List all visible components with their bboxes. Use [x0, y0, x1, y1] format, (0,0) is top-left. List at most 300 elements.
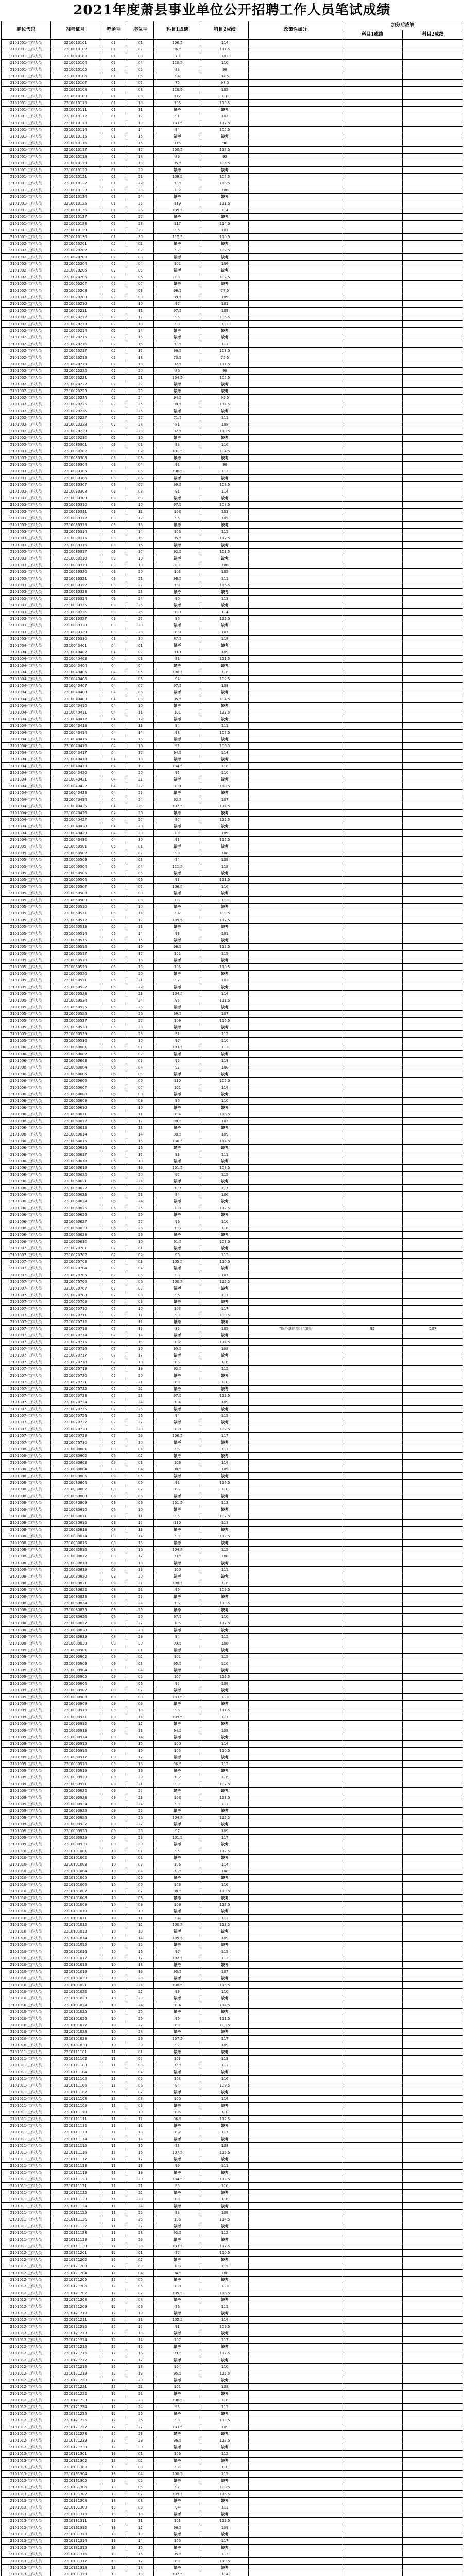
cell-after-subject1	[342, 1714, 403, 1721]
cell-position-code: 2101010-工作人员	[2, 1982, 51, 1989]
cell-exam-no: 2210101024	[51, 2002, 100, 2009]
cell-policy-bonus	[249, 1995, 342, 2002]
cell-subject2: 110	[201, 2183, 249, 2190]
cell-after-subject1	[342, 924, 403, 930]
cell-subject2: 109	[201, 649, 249, 656]
cell-room: 09	[100, 1841, 127, 1848]
cell-subject2: 缺考	[201, 2391, 249, 2397]
cell-subject2: 118.5	[201, 783, 249, 790]
cell-subject1: 96	[154, 227, 201, 234]
cell-after-subject2	[403, 1982, 463, 1989]
cell-position-code: 2101004-工作人员	[2, 676, 51, 683]
cell-after-subject2	[403, 837, 463, 843]
cell-after-subject1	[342, 93, 403, 100]
cell-after-subject2	[403, 1654, 463, 1660]
cell-policy-bonus	[249, 2109, 342, 2116]
cell-exam-no: 2210040419	[51, 763, 100, 770]
cell-exam-no: 2210101027	[51, 2022, 100, 2029]
cell-after-subject1	[342, 575, 403, 582]
table-row	[2, 462, 463, 468]
cell-policy-bonus	[249, 187, 342, 194]
cell-subject2: 缺考	[201, 589, 249, 596]
cell-after-subject1	[342, 756, 403, 763]
cell-subject1: 105	[154, 2109, 201, 2116]
table-row	[2, 2170, 463, 2176]
cell-subject2: 111	[201, 2404, 249, 2411]
table-row	[2, 549, 463, 555]
cell-exam-no: 2210020213	[51, 321, 100, 328]
cell-seat: 10	[127, 2109, 154, 2116]
cell-exam-no: 2210101016	[51, 1948, 100, 1955]
cell-seat: 29	[127, 2437, 154, 2444]
cell-subject2: 109	[201, 1399, 249, 1406]
table-row	[2, 267, 463, 274]
cell-room: 11	[100, 2129, 127, 2136]
cell-position-code: 2101011-工作人员	[2, 2183, 51, 2190]
cell-room: 09	[100, 1667, 127, 1674]
cell-subject2: 缺考	[201, 1928, 249, 1935]
cell-policy-bonus	[249, 120, 342, 127]
cell-subject2: 缺考	[201, 2297, 249, 2303]
cell-position-code: 2101011-工作人员	[2, 2123, 51, 2129]
table-row	[2, 2337, 463, 2344]
cell-after-subject2	[403, 2257, 463, 2263]
cell-policy-bonus	[249, 308, 342, 314]
cell-after-subject2	[403, 2310, 463, 2317]
cell-policy-bonus	[249, 1748, 342, 1754]
cell-after-subject2	[403, 1185, 463, 1192]
cell-policy-bonus	[249, 1272, 342, 1279]
cell-subject1: 109	[154, 1018, 201, 1024]
cell-room: 07	[100, 1299, 127, 1306]
cell-exam-no: 2210050526	[51, 1011, 100, 1018]
cell-exam-no: 2210080830	[51, 1640, 100, 1647]
cell-subject2: 缺考	[201, 1821, 249, 1828]
cell-exam-no: 2210040426	[51, 810, 100, 817]
cell-position-code: 2101010-工作人员	[2, 1848, 51, 1855]
cell-after-subject2	[403, 1955, 463, 1962]
cell-subject2: 101	[201, 227, 249, 234]
cell-after-subject2	[403, 1218, 463, 1225]
cell-policy-bonus	[249, 2096, 342, 2103]
cell-exam-no: 2210060607	[51, 1084, 100, 1091]
cell-position-code: 2101008-工作人员	[2, 1614, 51, 1620]
cell-seat: 28	[127, 1225, 154, 1232]
table-row	[2, 984, 463, 991]
cell-policy-bonus	[249, 1928, 342, 1935]
cell-subject2: 113.5	[201, 1600, 249, 1607]
cell-exam-no: 2210040407	[51, 683, 100, 689]
cell-subject1: 99	[154, 1533, 201, 1540]
cell-subject2: 112.5	[201, 1848, 249, 1855]
table-row	[2, 2029, 463, 2036]
table-row	[2, 1125, 463, 1131]
cell-position-code: 2101006-工作人员	[2, 1218, 51, 1225]
cell-subject1: 97.5	[154, 1614, 201, 1620]
cell-after-subject1	[342, 944, 403, 951]
cell-subject1: 94	[154, 676, 201, 683]
table-row	[2, 475, 463, 482]
cell-subject2: 114	[201, 609, 249, 616]
cell-subject2: 103	[201, 977, 249, 984]
cell-position-code: 2101012-工作人员	[2, 2364, 51, 2370]
cell-subject1: 115	[154, 140, 201, 147]
cell-subject2: 缺考	[201, 1265, 249, 1272]
cell-after-subject1	[342, 301, 403, 308]
cell-subject2: 117.5	[201, 1902, 249, 1908]
cell-exam-no: 2210101012	[51, 1922, 100, 1928]
cell-policy-bonus	[249, 1386, 342, 1393]
cell-subject2: 108.5	[201, 2022, 249, 2029]
cell-room: 08	[100, 1560, 127, 1567]
cell-seat: 09	[127, 1902, 154, 1908]
cell-policy-bonus	[249, 555, 342, 562]
cell-exam-no: 2210030307	[51, 482, 100, 488]
cell-after-subject2	[403, 1259, 463, 1265]
table-row	[2, 180, 463, 187]
cell-exam-no: 2210070715	[51, 1339, 100, 1346]
cell-seat: 29	[127, 1634, 154, 1640]
cell-policy-bonus	[249, 2498, 342, 2504]
cell-subject1: 97	[154, 817, 201, 823]
cell-policy-bonus	[249, 1841, 342, 1848]
cell-after-subject1	[342, 562, 403, 569]
cell-after-subject1	[342, 1339, 403, 1346]
cell-position-code: 2101008-工作人员	[2, 1547, 51, 1553]
cell-after-subject1	[342, 200, 403, 207]
cell-seat: 16	[127, 1748, 154, 1754]
cell-seat: 01	[127, 843, 154, 850]
cell-policy-bonus	[249, 2036, 342, 2042]
cell-after-subject2	[403, 408, 463, 415]
cell-subject2: 112	[201, 1955, 249, 1962]
cell-seat: 23	[127, 1794, 154, 1801]
cell-policy-bonus	[249, 488, 342, 495]
table-row	[2, 1768, 463, 1774]
cell-after-subject2	[403, 267, 463, 274]
cell-policy-bonus	[249, 589, 342, 596]
cell-policy-bonus	[249, 1922, 342, 1928]
cell-exam-no: 2210111110	[51, 2109, 100, 2116]
cell-policy-bonus	[249, 348, 342, 354]
cell-seat: 27	[127, 1419, 154, 1426]
cell-after-subject1	[342, 1218, 403, 1225]
cell-after-subject2	[403, 810, 463, 817]
cell-seat: 26	[127, 2417, 154, 2424]
table-row	[2, 1975, 463, 1982]
cell-room: 06	[100, 1192, 127, 1198]
cell-seat: 12	[127, 716, 154, 723]
cell-after-subject1	[342, 1520, 403, 1527]
cell-room: 03	[100, 622, 127, 629]
cell-position-code: 2101008-工作人员	[2, 1500, 51, 1506]
cell-exam-no: 2210101028	[51, 2029, 100, 2036]
cell-seat: 09	[127, 294, 154, 301]
cell-subject1: 98	[154, 2210, 201, 2216]
table-row	[2, 2491, 463, 2498]
cell-seat: 14	[127, 1533, 154, 1540]
cell-exam-no: 2210070728	[51, 1426, 100, 1433]
cell-after-subject2	[403, 1788, 463, 1794]
cell-after-subject2	[403, 756, 463, 763]
cell-subject1: 102	[154, 1600, 201, 1607]
cell-position-code: 2101003-工作人员	[2, 575, 51, 582]
table-row	[2, 287, 463, 294]
cell-position-code: 2101010-工作人员	[2, 1895, 51, 1902]
cell-subject1: 缺考	[154, 2310, 201, 2317]
cell-after-subject2	[403, 977, 463, 984]
cell-policy-bonus	[249, 542, 342, 549]
cell-seat: 17	[127, 1955, 154, 1962]
cell-seat: 26	[127, 609, 154, 616]
cell-seat: 23	[127, 790, 154, 796]
cell-after-subject2	[403, 1660, 463, 1667]
cell-subject1: 缺考	[154, 388, 201, 395]
cell-subject1: 86	[154, 368, 201, 375]
cell-subject1: 105.5	[154, 1935, 201, 1942]
cell-position-code: 2101006-工作人员	[2, 1192, 51, 1198]
cell-policy-bonus	[249, 1560, 342, 1567]
cell-exam-no: 2210040408	[51, 689, 100, 696]
table-row	[2, 2303, 463, 2310]
cell-policy-bonus	[249, 937, 342, 944]
cell-subject1: 缺考	[154, 381, 201, 388]
cell-policy-bonus	[249, 1225, 342, 1232]
cell-seat: 19	[127, 1567, 154, 1573]
cell-position-code: 2101011-工作人员	[2, 2216, 51, 2223]
cell-after-subject2	[403, 2170, 463, 2176]
cell-after-subject1	[342, 2524, 403, 2531]
cell-position-code: 2101012-工作人员	[2, 2350, 51, 2357]
cell-exam-no: 2210070707	[51, 1285, 100, 1292]
cell-after-subject2	[403, 167, 463, 174]
cell-subject1: 缺考	[154, 522, 201, 529]
cell-after-subject2	[403, 616, 463, 622]
table-row	[2, 1393, 463, 1399]
cell-after-subject2	[403, 884, 463, 890]
cell-after-subject2	[403, 1232, 463, 1239]
cell-subject1: 缺考	[154, 890, 201, 897]
cell-subject1: 缺考	[154, 107, 201, 113]
cell-seat: 07	[127, 281, 154, 287]
cell-policy-bonus	[249, 100, 342, 107]
cell-policy-bonus	[249, 160, 342, 167]
cell-subject1: 100.5	[154, 669, 201, 676]
cell-after-subject1	[342, 247, 403, 254]
cell-seat: 05	[127, 2478, 154, 2484]
cell-policy-bonus	[249, 2511, 342, 2518]
cell-after-subject1	[342, 549, 403, 555]
cell-seat: 15	[127, 937, 154, 944]
table-row	[2, 2364, 463, 2370]
cell-subject2: 缺考	[201, 1439, 249, 1446]
table-row	[2, 1553, 463, 1560]
cell-subject2: 缺考	[201, 334, 249, 341]
cell-after-subject1	[342, 1279, 403, 1285]
cell-seat: 01	[127, 1848, 154, 1855]
table-row	[2, 1399, 463, 1406]
cell-after-subject2	[403, 1875, 463, 1882]
cell-exam-no: 2210020212	[51, 314, 100, 321]
cell-policy-bonus	[249, 803, 342, 810]
cell-room: 01	[100, 46, 127, 53]
cell-subject2: 缺考	[201, 1975, 249, 1982]
cell-exam-no: 2210101007	[51, 1888, 100, 1895]
cell-room: 01	[100, 194, 127, 200]
cell-after-subject1	[342, 857, 403, 863]
cell-subject2: 95	[201, 154, 249, 160]
cell-position-code: 2101012-工作人员	[2, 2337, 51, 2344]
cell-exam-no: 2210080825	[51, 1607, 100, 1614]
cell-exam-no: 2210111114	[51, 2136, 100, 2143]
cell-policy-bonus	[249, 1647, 342, 1654]
cell-after-subject1	[342, 1794, 403, 1801]
cell-seat: 13	[127, 1928, 154, 1935]
cell-room: 05	[100, 917, 127, 924]
cell-after-subject2	[403, 2009, 463, 2015]
cell-position-code: 2101011-工作人员	[2, 2176, 51, 2183]
cell-subject1: 95	[154, 314, 201, 321]
cell-after-subject2	[403, 2283, 463, 2290]
table-row	[2, 1741, 463, 1748]
cell-policy-bonus	[249, 2357, 342, 2364]
cell-seat: 16	[127, 743, 154, 750]
cell-subject2: 118	[201, 1520, 249, 1527]
table-row	[2, 2263, 463, 2270]
cell-exam-no: 2210070723	[51, 1393, 100, 1399]
cell-exam-no: 2210080801	[51, 1446, 100, 1453]
cell-subject2: 114	[201, 40, 249, 46]
cell-after-subject1	[342, 509, 403, 515]
cell-seat: 13	[127, 2531, 154, 2538]
cell-seat: 03	[127, 2263, 154, 2270]
cell-position-code: 2101001-工作人员	[2, 113, 51, 120]
cell-room: 06	[100, 1051, 127, 1058]
cell-subject2: 113.5	[201, 2417, 249, 2424]
cell-policy-bonus	[249, 1306, 342, 1312]
cell-room: 02	[100, 294, 127, 301]
cell-subject2: 110	[201, 770, 249, 776]
cell-seat: 09	[127, 2303, 154, 2310]
cell-subject1: 94.5	[154, 395, 201, 401]
cell-room: 03	[100, 468, 127, 475]
table-row	[2, 2397, 463, 2404]
table-row	[2, 1205, 463, 1212]
cell-room: 13	[100, 2545, 127, 2551]
cell-room: 01	[100, 147, 127, 154]
cell-subject2: 114	[201, 2317, 249, 2324]
cell-seat: 18	[127, 2565, 154, 2571]
cell-after-subject2	[403, 1868, 463, 1875]
cell-after-subject1	[342, 127, 403, 133]
cell-position-code: 2101008-工作人员	[2, 1480, 51, 1486]
cell-exam-no: 2210010127	[51, 214, 100, 221]
table-row	[2, 1915, 463, 1922]
cell-subject2: 114	[201, 488, 249, 495]
cell-subject1: 90	[154, 596, 201, 602]
cell-subject2: 113	[201, 321, 249, 328]
cell-seat: 12	[127, 2524, 154, 2531]
cell-exam-no: 2210101005	[51, 1875, 100, 1882]
cell-after-subject1	[342, 569, 403, 575]
cell-subject1: 108.5	[154, 1982, 201, 1989]
cell-subject2: 缺考	[201, 1573, 249, 1580]
cell-exam-no: 2210040425	[51, 803, 100, 810]
cell-subject1: 缺考	[154, 1687, 201, 1694]
cell-seat: 19	[127, 1165, 154, 1172]
cell-after-subject1	[342, 602, 403, 609]
cell-policy-bonus	[249, 502, 342, 509]
cell-seat: 28	[127, 421, 154, 428]
cell-policy-bonus	[249, 2391, 342, 2397]
cell-subject1: 95.5	[154, 2370, 201, 2377]
cell-after-subject1	[342, 2163, 403, 2170]
cell-seat: 04	[127, 2471, 154, 2478]
cell-seat: 11	[127, 1513, 154, 1520]
cell-room: 01	[100, 227, 127, 234]
cell-subject2: 109.5	[201, 1312, 249, 1319]
cell-policy-bonus	[249, 207, 342, 214]
cell-exam-no: 2210030306	[51, 475, 100, 482]
cell-after-subject1	[342, 2565, 403, 2571]
table-row	[2, 863, 463, 870]
cell-room: 07	[100, 1319, 127, 1326]
cell-policy-bonus	[249, 991, 342, 997]
table-row	[2, 1379, 463, 1386]
cell-policy-bonus	[249, 1801, 342, 1808]
table-row	[2, 2243, 463, 2250]
cell-position-code: 2101010-工作人员	[2, 1969, 51, 1975]
cell-subject1: 缺考	[154, 281, 201, 287]
table-row	[2, 1292, 463, 1299]
cell-subject1: 93	[154, 1781, 201, 1788]
cell-room: 10	[100, 2036, 127, 2042]
cell-policy-bonus	[249, 1721, 342, 1727]
cell-subject2: 缺考	[201, 2565, 249, 2571]
cell-room: 07	[100, 1252, 127, 1259]
cell-exam-no: 2210090907	[51, 1687, 100, 1694]
cell-after-subject1	[342, 2123, 403, 2129]
table-row	[2, 1573, 463, 1580]
cell-after-subject1	[342, 2478, 403, 2484]
cell-after-subject2	[403, 1064, 463, 1071]
cell-policy-bonus	[249, 1969, 342, 1975]
cell-position-code: 2101005-工作人员	[2, 977, 51, 984]
cell-room: 01	[100, 87, 127, 93]
cell-subject2: 112	[201, 2551, 249, 2558]
cell-subject1: 缺考	[154, 1493, 201, 1500]
cell-exam-no: 2210080819	[51, 1567, 100, 1573]
cell-policy-bonus	[249, 1359, 342, 1366]
cell-after-subject1	[342, 2196, 403, 2203]
cell-subject2: 116	[201, 763, 249, 770]
cell-seat: 25	[127, 1205, 154, 1212]
cell-after-subject2	[403, 1942, 463, 1948]
header-after-subject1: 科目1成绩	[342, 30, 403, 40]
cell-subject2: 110	[201, 1989, 249, 1995]
cell-position-code: 2101005-工作人员	[2, 1031, 51, 1038]
cell-subject2: 98	[201, 368, 249, 375]
cell-after-subject1	[342, 2290, 403, 2297]
cell-seat: 17	[127, 1151, 154, 1158]
cell-exam-no: 2210050528	[51, 1024, 100, 1031]
cell-seat: 30	[127, 1439, 154, 1446]
cell-seat: 01	[127, 642, 154, 649]
cell-position-code: 2101007-工作人员	[2, 1285, 51, 1292]
table-row	[2, 2089, 463, 2096]
cell-seat: 08	[127, 87, 154, 93]
cell-position-code: 2101011-工作人员	[2, 2243, 51, 2250]
